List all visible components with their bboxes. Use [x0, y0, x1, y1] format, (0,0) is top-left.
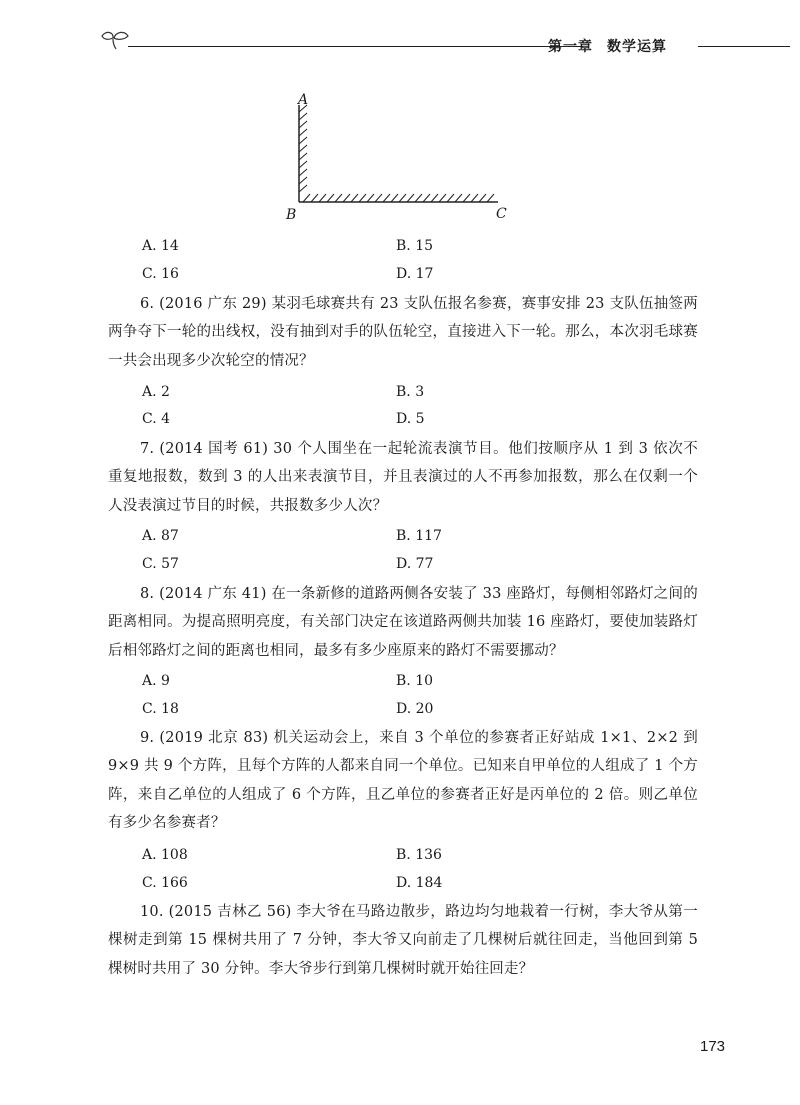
option-a: A. 87	[142, 528, 179, 544]
options-row	[142, 847, 572, 871]
question-7: 7. (2014 国考 61) 30 个人围坐在一起轮流表演节目。他们按顺序从 1 到 3 依次不重复地报数，数到 3 的人出来表演节目，并且表演过的人不再参加报数，那么在仅剩一个人没表演过节目的时候，共报数多少人次？	[108, 441, 698, 514]
chapter-title	[548, 36, 667, 56]
option-b: B. 136	[396, 847, 442, 863]
options-row	[142, 673, 572, 697]
option-a: A. 9	[142, 673, 170, 689]
option-b: B. 15	[396, 238, 434, 254]
options-row	[142, 556, 572, 580]
options-row	[142, 238, 572, 262]
option-a: A. 14	[142, 238, 179, 254]
option-b: B. 3	[396, 384, 425, 400]
options-row	[142, 528, 572, 552]
options-row	[142, 411, 572, 435]
sprout-icon	[100, 30, 130, 50]
question-8: 8. (2014 广东 41) 在一条新修的道路两侧各安装了 33 座路灯，每侧相邻路灯之间的距离相同。为提高照明亮度，有关部门决定在该道路两侧共加装 16 座路灯，要使加装路灯后相邻路灯之间的距离也相同，最多有多少座原来的路灯不需要挪动？	[108, 586, 698, 659]
option-c: C. 57	[142, 556, 179, 572]
option-b: B. 117	[396, 528, 442, 544]
options-row	[142, 875, 572, 899]
corner-diagram	[270, 90, 520, 225]
option-d: D. 77	[396, 556, 434, 572]
running-header	[100, 30, 790, 60]
option-c: C. 4	[142, 411, 171, 427]
header-rule-right	[698, 46, 790, 47]
option-c: C. 18	[142, 701, 179, 717]
point-b-label: B	[286, 207, 297, 223]
question-10: 10. (2015 吉林乙 56) 李大爷在马路边散步，路边均匀地栽着一行树，李大爷从第一棵树走到第 15 棵树共用了 7 分钟，李大爷又向前走了几棵树后就往回走，当他回到第 5 棵树时共用了 30 分钟。李大爷步行到第几棵树时就开始往回走？	[108, 904, 698, 977]
option-d: D. 5	[396, 411, 425, 427]
option-a: A. 108	[142, 847, 188, 863]
option-c: C. 16	[142, 266, 179, 282]
header-rule-left	[128, 46, 583, 47]
options-row	[142, 266, 572, 290]
option-d: D. 184	[396, 875, 443, 891]
options-row	[142, 701, 572, 725]
option-d: D. 17	[396, 266, 434, 282]
option-c: C. 166	[142, 875, 188, 891]
chapter-name: 数学运算	[607, 39, 667, 55]
page-number: 173	[700, 1038, 726, 1055]
wall-corner-figure	[270, 90, 520, 225]
chapter-number: 第一章	[548, 39, 593, 55]
point-c-label: C	[496, 206, 507, 222]
option-a: A. 2	[142, 384, 170, 400]
option-b: B. 10	[396, 673, 434, 689]
options-row	[142, 384, 572, 408]
question-9: 9. (2019 北京 83) 机关运动会上，来自 3 个单位的参赛者正好站成 1×1、2×2 到 9×9 共 9 个方阵，且每个方阵的人都来自同一个单位。已知来自甲单位的人组成了 1 个方阵，来自乙单位的人组成了 6 个方阵，且乙单位的参赛者正好是丙单位的 2 倍。则乙单位有多少名参赛者？	[108, 730, 698, 831]
question-6: 6. (2016 广东 29) 某羽毛球赛共有 23 支队伍报名参赛，赛事安排 23 支队伍抽签两两争夺下一轮的出线权，没有抽到对手的队伍轮空，直接进入下一轮。那么，本次羽毛球赛一共会出现多少次轮空的情况？	[108, 296, 698, 369]
option-d: D. 20	[396, 701, 434, 717]
point-a-label: A	[298, 92, 309, 108]
